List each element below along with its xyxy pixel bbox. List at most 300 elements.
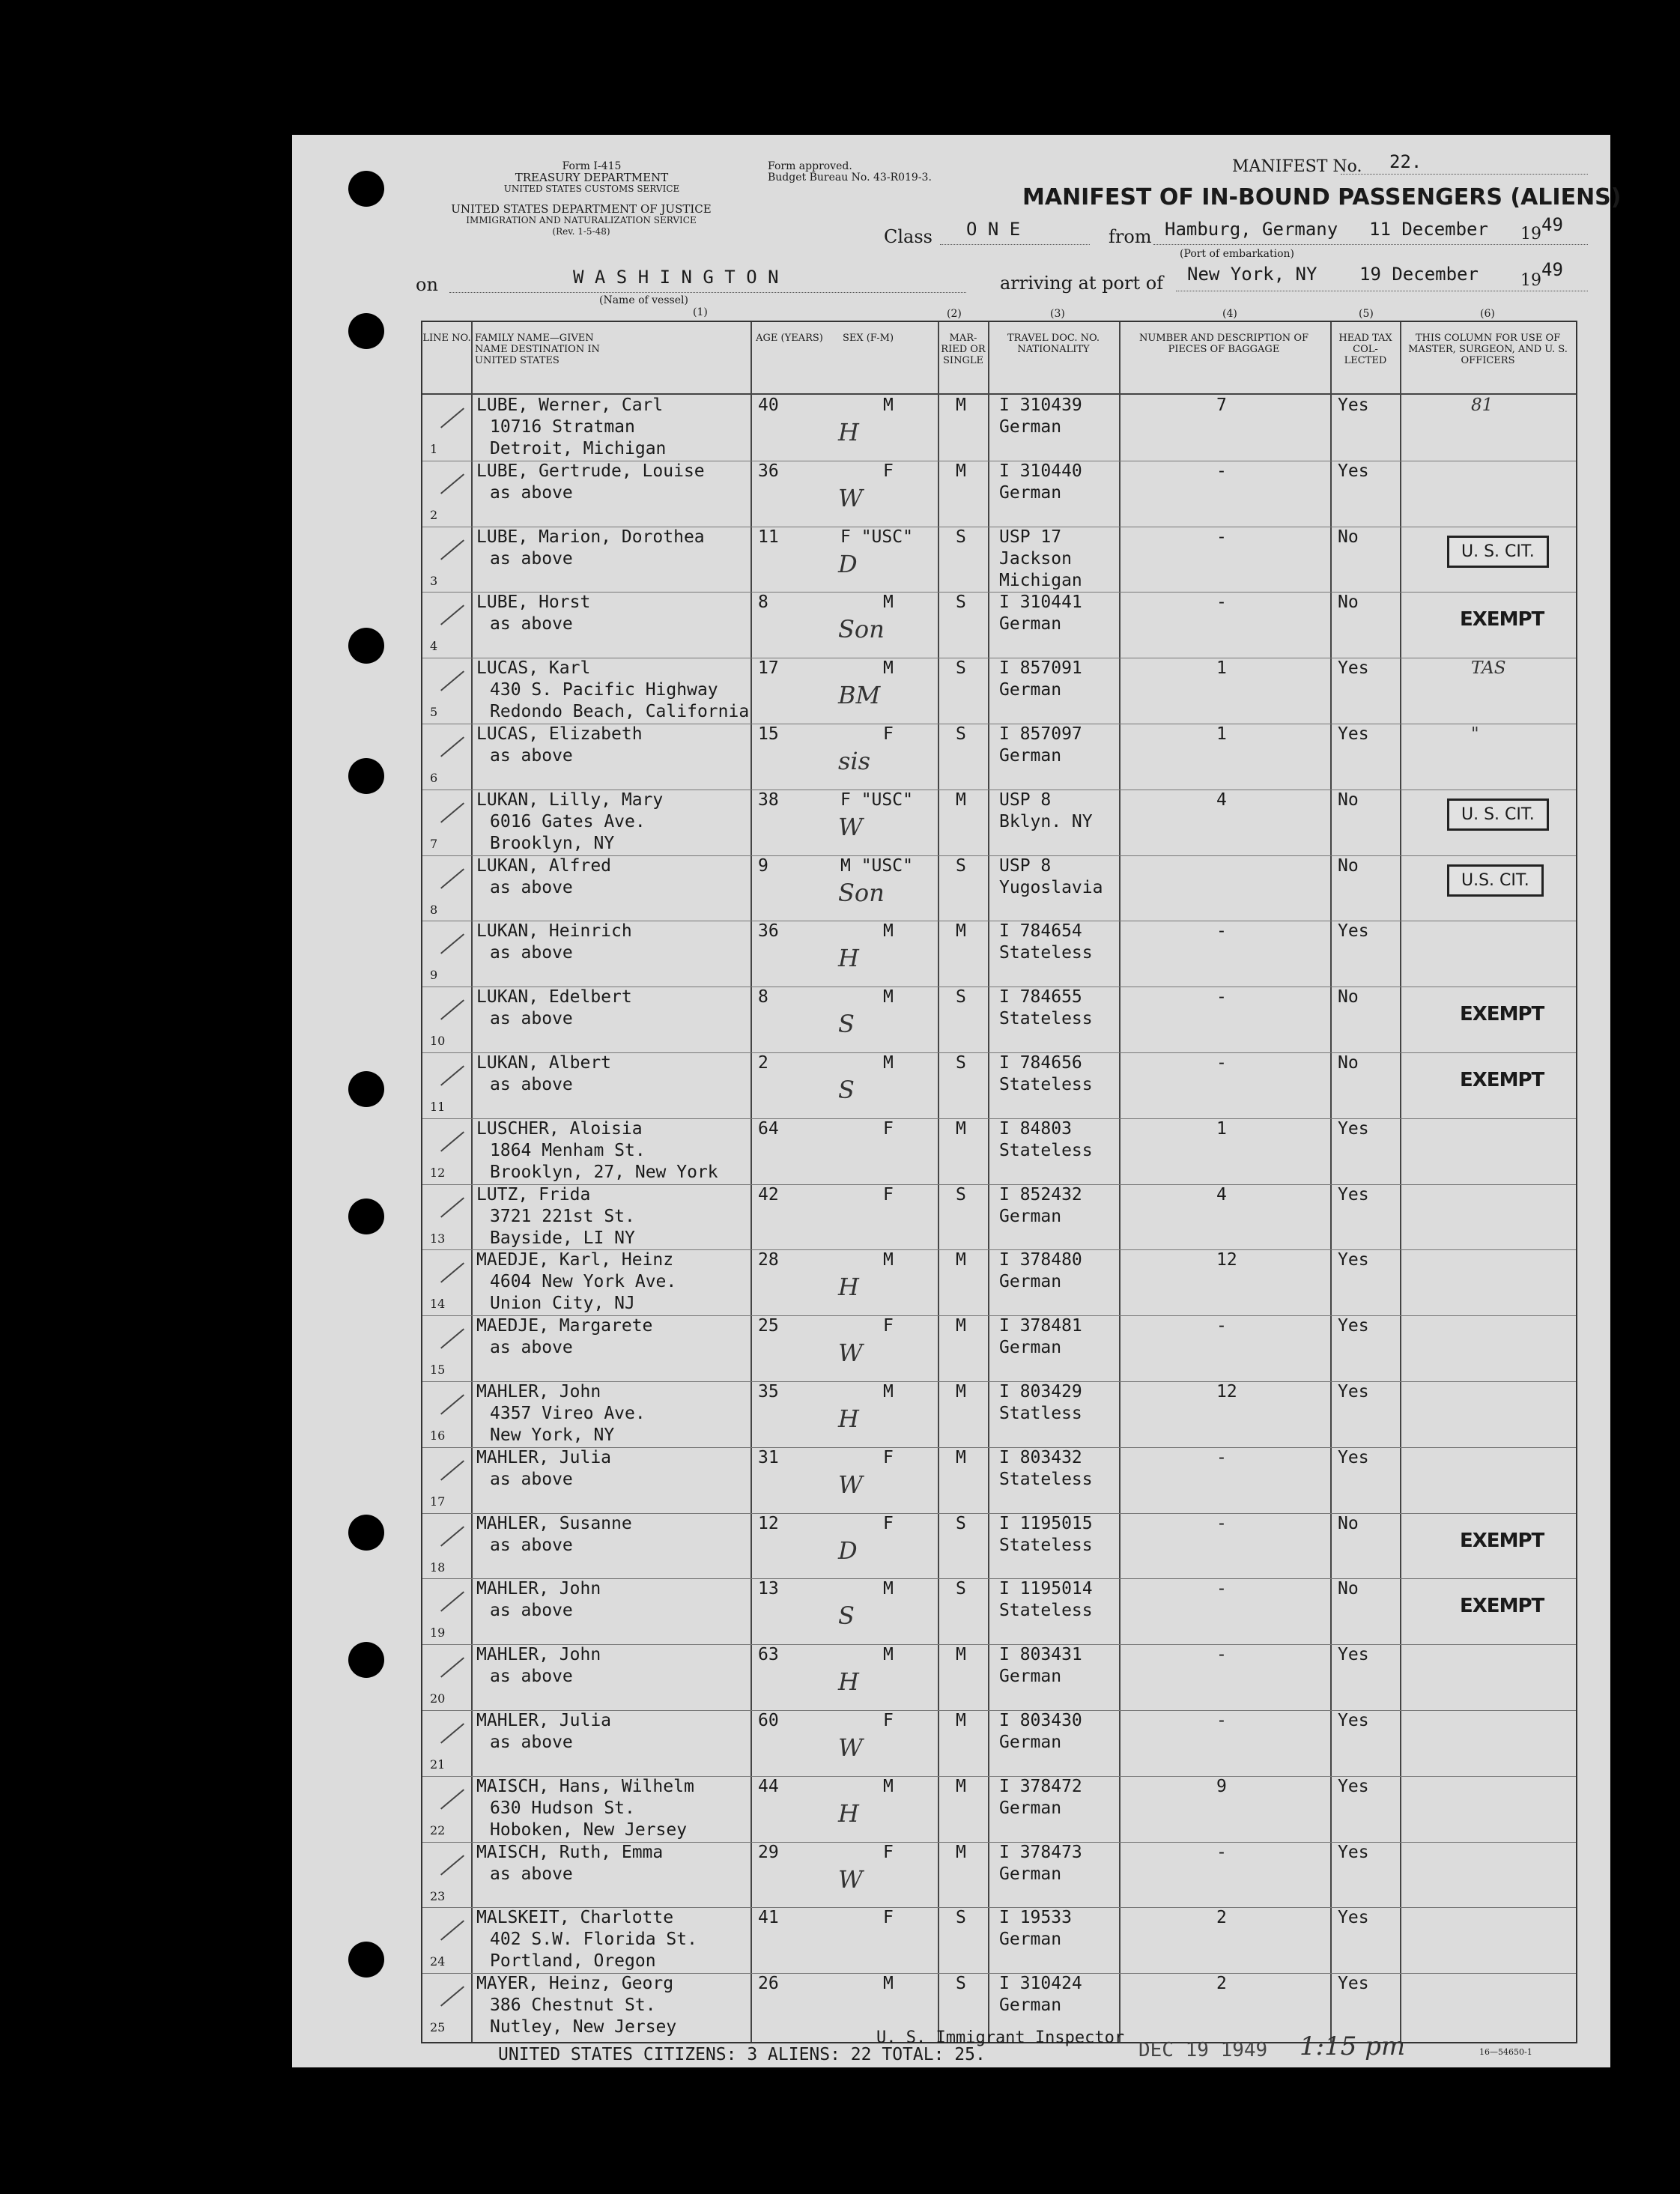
sex: M [883, 658, 894, 679]
marital-status: S [956, 855, 966, 876]
relationship-annotation: W [838, 1864, 863, 1894]
baggage-count: - [1216, 1513, 1227, 1533]
destination-line: 4357 Vireo Ave. [490, 1404, 646, 1423]
table-row [422, 658, 1576, 724]
baggage-count: 1 [1216, 658, 1227, 679]
relationship-annotation: S [838, 1601, 855, 1631]
passenger-name: MAHLER, John [476, 1579, 601, 1599]
destination-line: as above [490, 1075, 573, 1094]
age: 40 [758, 396, 779, 415]
sex: M [883, 987, 894, 1007]
age: 38 [758, 790, 779, 810]
travel-doc-no: I 84803 [999, 1118, 1072, 1139]
passenger-name: LUBE, Marion, Dorothea [476, 527, 705, 547]
line-number: 4 [430, 639, 438, 654]
nationality: Bklyn. NY [999, 811, 1093, 831]
nationality: Stateless [999, 1601, 1093, 1621]
line-number: 5 [430, 705, 438, 720]
passenger-name: MAEDJE, Margarete [476, 1316, 653, 1336]
destination-line: 10716 Stratman [490, 417, 635, 437]
nationality: German [999, 1733, 1062, 1752]
approval-block: Form approved. Budget Bureau No. 43-R019-3. [768, 160, 932, 184]
marital-status: S [956, 1908, 966, 1928]
sex: F [883, 1184, 894, 1204]
sex: F [883, 724, 894, 744]
nationality: Yugoslavia [999, 877, 1103, 897]
head-tax: Yes [1338, 461, 1369, 481]
marital-status: M [956, 1316, 966, 1336]
age: 60 [758, 1711, 779, 1730]
table-row [422, 395, 1576, 461]
age: 8 [758, 987, 768, 1007]
sex: F [883, 461, 894, 481]
line-number: 17 [430, 1494, 446, 1509]
line-number: 10 [430, 1034, 446, 1049]
age: 35 [758, 1382, 779, 1401]
passenger-name: LUKAN, Edelbert [476, 987, 632, 1007]
exempt-stamp: EXEMPT [1460, 1595, 1544, 1618]
destination-line: 430 S. Pacific Highway [490, 680, 718, 700]
marital-status: S [956, 1184, 966, 1204]
relationship-annotation: S [838, 1010, 855, 1039]
relationship-annotation: W [838, 483, 863, 512]
us-citizen-stamp: U.S. CIT. [1447, 864, 1544, 897]
marital-status: M [956, 1118, 966, 1139]
table-row [422, 461, 1576, 527]
page-title: MANIFEST OF IN-BOUND PASSENGERS (ALIENS) [1022, 184, 1622, 210]
line-number: 15 [430, 1363, 446, 1378]
nationality: German [999, 1272, 1062, 1292]
age: 42 [758, 1184, 779, 1204]
head-tax: Yes [1338, 1842, 1369, 1862]
col-age: AGE (YEARS) [756, 333, 823, 344]
nationality: Stateless [999, 1140, 1093, 1160]
baggage-count: - [1216, 1316, 1227, 1336]
destination-line: 3721 221st St. [490, 1206, 635, 1226]
col-sex: SEX (F-M) [842, 333, 894, 344]
binder-hole [348, 313, 384, 349]
age: 11 [758, 527, 779, 547]
destination-line: 402 S.W. Florida St. [490, 1930, 697, 1950]
nationality: Stateless [999, 943, 1093, 963]
class-value: O N E [966, 219, 1021, 240]
passenger-name: MAHLER, John [476, 1382, 601, 1401]
destination-line: as above [490, 877, 573, 897]
print-code: 16—54650-1 [1479, 2047, 1532, 2057]
travel-doc-no: USP 17 [999, 527, 1062, 547]
passenger-name: LUBE, Werner, Carl [476, 396, 664, 415]
passenger-name: LUKAN, Albert [476, 1053, 612, 1073]
baggage-count: - [1216, 921, 1227, 942]
sex: F [883, 1513, 894, 1533]
head-tax: Yes [1338, 1316, 1369, 1336]
head-tax: Yes [1338, 1118, 1369, 1139]
line-number: 20 [430, 1691, 446, 1706]
col-head-tax: HEAD TAX COL- LECTED [1338, 333, 1392, 366]
travel-doc-no: I 803429 [999, 1382, 1082, 1401]
age: 25 [758, 1316, 779, 1336]
sex: F [883, 1447, 894, 1467]
table-row [422, 1315, 1576, 1381]
sex: M [883, 921, 894, 942]
table-row [422, 527, 1576, 593]
col-travel-doc: TRAVEL DOC. NO. NATIONALITY [1007, 333, 1100, 355]
destination-line: as above [490, 1469, 573, 1489]
head-tax: Yes [1338, 1250, 1369, 1270]
travel-doc-no: I 378481 [999, 1316, 1082, 1336]
marital-status: S [956, 658, 966, 679]
table-row [422, 1052, 1576, 1118]
sex: M [883, 1053, 894, 1073]
table-row [422, 1381, 1576, 1447]
marital-status: S [956, 593, 966, 613]
destination-line: as above [490, 1864, 573, 1884]
age: 36 [758, 921, 779, 942]
nationality: Stateless [999, 1075, 1093, 1094]
sex: M "USC" [840, 855, 913, 876]
head-tax: Yes [1338, 1974, 1369, 1994]
passenger-name: MAHLER, John [476, 1645, 601, 1665]
line-number: 13 [430, 1231, 446, 1246]
baggage-count: - [1216, 527, 1227, 547]
relationship-annotation: H [838, 1273, 859, 1302]
relationship-annotation: H [838, 1798, 859, 1828]
relationship-annotation: W [838, 1470, 863, 1499]
marital-status: S [956, 1974, 966, 1994]
nationality: German [999, 680, 1062, 700]
col-name: FAMILY NAME—GIVEN NAME DESTINATION IN UNITED STATES [475, 333, 600, 366]
line-number: 19 [430, 1625, 446, 1640]
passenger-name: LUKAN, Lilly, Mary [476, 790, 664, 810]
travel-doc-no: USP 8 [999, 855, 1052, 876]
nationality: German [999, 614, 1062, 634]
marital-status: M [956, 396, 966, 415]
totals-line: UNITED STATES CITIZENS: 3 ALIENS: 22 TOTAL: 25. [498, 2045, 986, 2064]
destination-line: 6016 Gates Ave. [490, 811, 646, 831]
baggage-count: 1 [1216, 724, 1227, 744]
destination-line: 630 Hudson St. [490, 1798, 635, 1818]
binder-hole [348, 758, 384, 794]
sex: F [883, 1118, 894, 1139]
passenger-name: MAHLER, Julia [476, 1711, 612, 1730]
baggage-count: 2 [1216, 1974, 1227, 1994]
nationality: German [999, 482, 1062, 503]
col-baggage: NUMBER AND DESCRIPTION OF PIECES OF BAGGAGE [1138, 333, 1308, 355]
relationship-annotation: BM [838, 681, 881, 710]
line-number: 25 [430, 2020, 446, 2035]
sex: M [883, 396, 894, 415]
marital-status: M [956, 1382, 966, 1401]
sex: M [883, 1974, 894, 1994]
relationship-annotation: W [838, 1339, 863, 1368]
marital-status: M [956, 461, 966, 481]
baggage-count: 1 [1216, 1118, 1227, 1139]
age: 9 [758, 855, 768, 876]
officer-note: TAS [1471, 658, 1506, 679]
passenger-name: LUBE, Gertrude, Louise [476, 461, 705, 481]
table-row [422, 921, 1576, 987]
relationship-annotation: W [838, 812, 863, 841]
travel-doc-no: I 310441 [999, 593, 1082, 613]
exempt-stamp: EXEMPT [1460, 608, 1544, 631]
table-row [422, 1513, 1576, 1579]
table-row [422, 1710, 1576, 1776]
passenger-name: LUBE, Horst [476, 593, 591, 613]
binder-hole [348, 1942, 384, 1978]
relationship-annotation: D [838, 1536, 858, 1565]
travel-doc-no: I 857091 [999, 658, 1082, 679]
baggage-count: - [1216, 1842, 1227, 1862]
destination-line: as above [490, 548, 573, 569]
baggage-count: - [1216, 461, 1227, 481]
nationality: German [999, 1930, 1062, 1950]
passenger-name: MAEDJE, Karl, Heinz [476, 1250, 674, 1270]
head-tax: Yes [1338, 724, 1369, 744]
passenger-name: MAHLER, Susanne [476, 1513, 632, 1533]
age: 17 [758, 658, 779, 679]
destination-line: as above [490, 1733, 573, 1752]
sex: M [883, 1382, 894, 1401]
travel-doc-no: I 310424 [999, 1974, 1082, 1994]
table-row [422, 1907, 1576, 1973]
passenger-name: LUSCHER, Aloisia [476, 1118, 643, 1139]
sex: F [883, 1316, 894, 1336]
line-number: 18 [430, 1560, 446, 1575]
head-tax: No [1338, 855, 1359, 876]
binder-hole [348, 171, 384, 207]
line-number: 11 [430, 1100, 446, 1114]
destination-line: Redondo Beach, California [490, 702, 750, 722]
head-tax: No [1338, 1579, 1359, 1599]
table-row [422, 1184, 1576, 1250]
marital-status: M [956, 921, 966, 942]
marital-status: S [956, 1579, 966, 1599]
marital-status: S [956, 527, 966, 547]
destination-line: Nutley, New Jersey [490, 2017, 677, 2037]
head-tax: No [1338, 593, 1359, 613]
age: 13 [758, 1579, 779, 1599]
head-tax: No [1338, 1053, 1359, 1073]
col-line-no: LINE NO. [422, 333, 471, 344]
age: 12 [758, 1513, 779, 1533]
nationality: German [999, 1864, 1062, 1884]
baggage-count: 9 [1216, 1776, 1227, 1796]
destination-line: as above [490, 1667, 573, 1687]
destination-line: as above [490, 746, 573, 766]
relationship-annotation: sis [838, 747, 871, 775]
baggage-count: - [1216, 1645, 1227, 1665]
destination-line: Portland, Oregon [490, 1951, 656, 1972]
head-tax: Yes [1338, 1645, 1369, 1665]
embarkation-port: Hamburg, Germany [1165, 219, 1338, 240]
head-tax: Yes [1338, 1447, 1369, 1467]
baggage-count: - [1216, 593, 1227, 613]
line-number: 2 [430, 507, 438, 522]
binder-hole [348, 628, 384, 664]
exempt-stamp: EXEMPT [1460, 1069, 1544, 1091]
justice-block: UNITED STATES DEPARTMENT OF JUSTICE IMMIGRATION AND NATURALIZATION SERVICE (Rev. 1-5-48) [451, 202, 712, 237]
marital-status: M [956, 1842, 966, 1862]
inspector-title: U. S. Immigrant Inspector [876, 2028, 1125, 2047]
sex: F [883, 1711, 894, 1730]
exempt-stamp: EXEMPT [1460, 1529, 1544, 1552]
line-number: 21 [430, 1757, 446, 1772]
col-officers: THIS COLUMN FOR USE OF MASTER, SURGEON, AND U. S. OFFICERS [1408, 333, 1568, 366]
binder-hole [348, 1071, 384, 1107]
age: 2 [758, 1053, 768, 1073]
line-number: 6 [430, 771, 438, 785]
date-stamp: DEC 19 1949 [1138, 2039, 1268, 2061]
officer-note: 81 [1471, 396, 1493, 415]
age: 8 [758, 593, 768, 613]
head-tax: No [1338, 1513, 1359, 1533]
relationship-annotation: H [838, 1667, 859, 1697]
passenger-name: LUCAS, Elizabeth [476, 724, 643, 744]
table-row [422, 724, 1576, 790]
relationship-annotation: Son [838, 615, 885, 644]
head-tax: Yes [1338, 1711, 1369, 1730]
relationship-annotation: H [838, 418, 859, 446]
baggage-count: - [1216, 987, 1227, 1007]
travel-doc-no: I 378473 [999, 1842, 1082, 1862]
travel-doc-no: I 1195015 [999, 1513, 1093, 1533]
relationship-annotation: Son [838, 878, 885, 907]
travel-doc-no: I 784655 [999, 987, 1082, 1007]
baggage-count: 4 [1216, 790, 1227, 810]
head-tax: Yes [1338, 1908, 1369, 1928]
nationality: German [999, 1206, 1062, 1226]
us-citizen-stamp: U. S. CIT. [1447, 798, 1549, 831]
sex: M [883, 1645, 894, 1665]
sex: M [883, 593, 894, 613]
destination-line: New York, NY [490, 1425, 615, 1445]
table-row [422, 592, 1576, 658]
nationality: Jackson [999, 548, 1072, 569]
table-row [422, 790, 1576, 855]
passenger-name: MAISCH, Hans, Wilhelm [476, 1776, 694, 1796]
nationality: Stateless [999, 1535, 1093, 1555]
head-tax: Yes [1338, 921, 1369, 942]
sex: F "USC" [840, 527, 913, 547]
marital-status: M [956, 1447, 966, 1467]
head-tax: Yes [1338, 1382, 1369, 1401]
baggage-count: 4 [1216, 1184, 1227, 1204]
nationality: German [999, 1995, 1062, 2016]
exempt-stamp: EXEMPT [1460, 1003, 1544, 1026]
vessel-name: W A S H I N G T O N [573, 267, 779, 288]
travel-doc-no: I 852432 [999, 1184, 1082, 1204]
sex: M [883, 1776, 894, 1796]
destination-line: as above [490, 1601, 573, 1621]
sex: M [883, 1579, 894, 1599]
age: 15 [758, 724, 779, 744]
manifest-number: 22. [1389, 151, 1422, 172]
destination-line: Detroit, Michigan [490, 439, 667, 458]
age: 41 [758, 1908, 779, 1928]
line-number: 3 [430, 573, 438, 588]
head-tax: Yes [1338, 396, 1369, 415]
manifest-label: MANIFEST No. [1232, 157, 1362, 176]
destination-line: 4604 New York Ave. [490, 1272, 677, 1292]
age: 29 [758, 1842, 779, 1862]
destination-line: Union City, NJ [490, 1294, 635, 1314]
nationality: German [999, 1798, 1062, 1818]
travel-doc-no: I 19533 [999, 1908, 1072, 1928]
travel-doc-no: I 378472 [999, 1776, 1082, 1796]
passenger-name: MAHLER, Julia [476, 1447, 612, 1467]
line-number: 9 [430, 968, 438, 983]
marital-status: S [956, 987, 966, 1007]
nationality: German [999, 1667, 1062, 1687]
destination-line: as above [490, 1535, 573, 1555]
col-married: MAR- RIED OR SINGLE [941, 333, 986, 366]
table-row [422, 1644, 1576, 1710]
arrival-time: 1:15 pm [1300, 2031, 1406, 2061]
head-tax: No [1338, 790, 1359, 810]
arrival-date: 19 December [1359, 264, 1479, 285]
sex: F "USC" [840, 790, 913, 810]
marital-status: S [956, 1053, 966, 1073]
binder-hole [348, 1642, 384, 1678]
marital-status: S [956, 1513, 966, 1533]
baggage-count: - [1216, 1579, 1227, 1599]
table-row [422, 1249, 1576, 1315]
sex: F [883, 1908, 894, 1928]
travel-doc-no: I 803431 [999, 1645, 1082, 1665]
passenger-name: LUTZ, Frida [476, 1184, 591, 1204]
table-row [422, 1776, 1576, 1842]
baggage-count: 12 [1216, 1382, 1237, 1401]
age: 28 [758, 1250, 779, 1270]
marital-status: M [956, 1250, 966, 1270]
travel-doc-no: I 784654 [999, 921, 1082, 942]
travel-doc-no: I 1195014 [999, 1579, 1093, 1599]
officer-note: " [1471, 724, 1479, 744]
passenger-name: MAYER, Heinz, Georg [476, 1974, 674, 1994]
travel-doc-no: I 803430 [999, 1711, 1082, 1730]
arrival-port: New York, NY [1187, 264, 1317, 285]
table-row [422, 1578, 1576, 1644]
travel-doc-no: USP 8 [999, 790, 1052, 810]
travel-doc-no: I 857097 [999, 724, 1082, 744]
relationship-annotation: H [838, 1404, 859, 1433]
table-row [422, 1842, 1576, 1908]
table-row [422, 1118, 1576, 1184]
table-row [422, 987, 1576, 1052]
line-number: 8 [430, 902, 438, 917]
passenger-name: MALSKEIT, Charlotte [476, 1908, 674, 1928]
line-number: 14 [430, 1297, 446, 1312]
destination-line: as above [490, 1009, 573, 1029]
passenger-name: LUKAN, Heinrich [476, 921, 632, 942]
nationality: Michigan [999, 570, 1082, 590]
destination-line: Brooklyn, NY [490, 833, 615, 853]
line-number: 1 [430, 442, 438, 456]
line-number: 16 [430, 1428, 446, 1443]
age: 31 [758, 1447, 779, 1467]
destination-line: Brooklyn, 27, New York [490, 1162, 718, 1182]
travel-doc-no: I 784656 [999, 1053, 1082, 1073]
destination-line: as above [490, 1338, 573, 1358]
line-number: 7 [430, 836, 438, 851]
travel-doc-no: I 803432 [999, 1447, 1082, 1467]
head-tax: Yes [1338, 1776, 1369, 1796]
destination-line: 1864 Menham St. [490, 1140, 646, 1160]
age: 64 [758, 1118, 779, 1139]
head-tax: Yes [1338, 1184, 1369, 1204]
travel-doc-no: I 378480 [999, 1250, 1082, 1270]
destination-line: as above [490, 943, 573, 963]
